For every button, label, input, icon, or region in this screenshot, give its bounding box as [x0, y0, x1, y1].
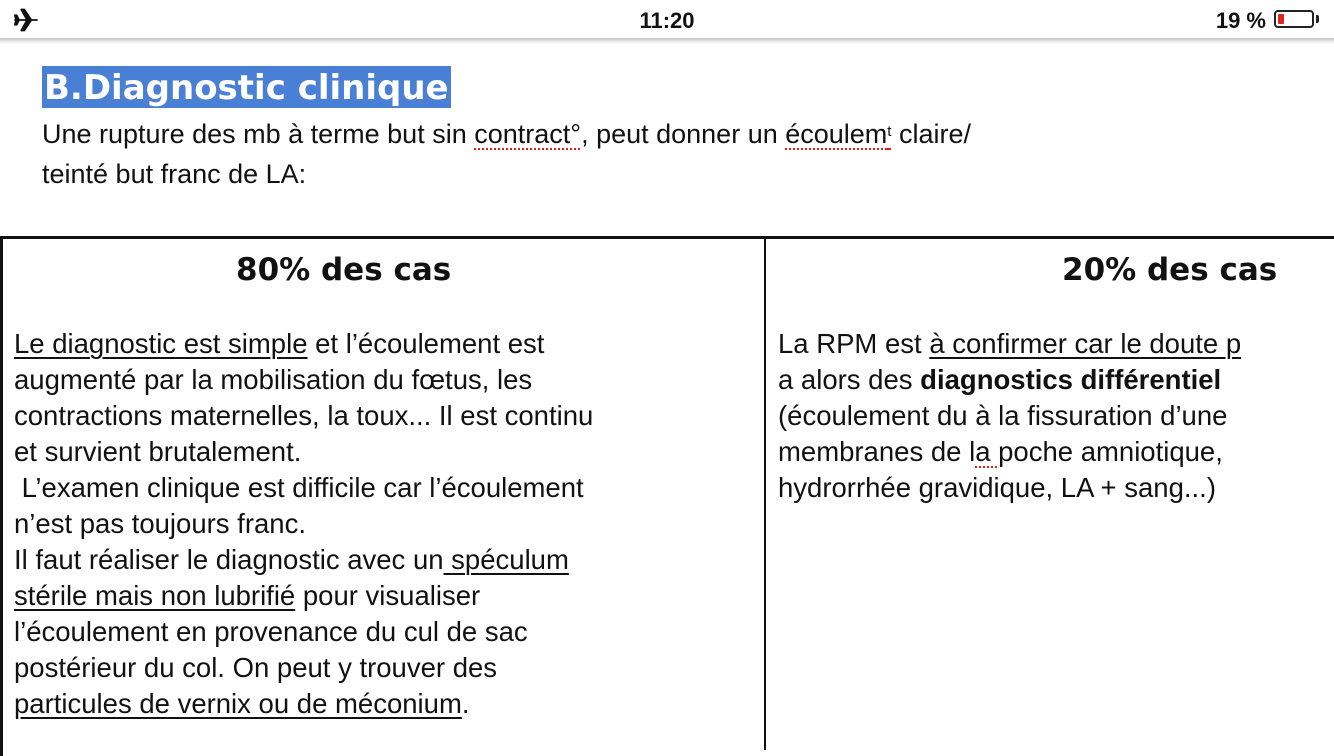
battery-level [1278, 14, 1284, 24]
misspelled-word[interactable]: a [975, 436, 999, 467]
underlined-text: spéculum [443, 544, 569, 575]
text-line: et survient brutalement. [14, 436, 302, 467]
text-line [14, 542, 593, 578]
text: La RPM est [778, 328, 930, 359]
text-line: n’est pas toujours franc. [14, 508, 306, 539]
text-line: postérieur du col. On peut y trouver des [14, 652, 498, 683]
intro-paragraph [42, 114, 1302, 194]
text: a alors des [778, 364, 921, 395]
text-line [14, 326, 593, 362]
text-line: (écoulement du à la fissuration d’une [778, 400, 1228, 431]
text-line [778, 362, 1241, 398]
intro-text: Une rupture des mb à terme but sin [42, 119, 475, 149]
text-line [14, 578, 593, 614]
underlined-text: stérile mais non lubrifié [14, 580, 296, 611]
status-time: 11:20 [639, 8, 695, 33]
intro-text: claire/ [891, 119, 971, 149]
column-header-80: 80% des cas [236, 252, 452, 288]
text-line [14, 686, 593, 722]
column-text-20 [778, 326, 1241, 506]
text: . [461, 688, 470, 719]
intro-text: , peut donner un [581, 119, 786, 149]
text-line: L’examen clinique est difficile car l’écoulement [14, 472, 584, 503]
underlined-text: à confirmer car le doute p [929, 328, 1242, 359]
superscript: t [887, 123, 892, 140]
battery-cap [1316, 15, 1319, 23]
text-line [778, 434, 1241, 470]
status-bar-shadow [0, 38, 1334, 44]
underlined-text: Le diagnostic est simple [14, 328, 308, 359]
status-bar [0, 0, 1334, 40]
text-line: contractions maternelles, la toux... Il est continu [14, 400, 594, 431]
text: membranes de l [778, 436, 976, 467]
text-line: augmenté par la mobilisation du fœtus, les [14, 364, 533, 395]
misspelled-word-text: écoulem [785, 119, 888, 149]
column-header-20: 20% des cas [1062, 252, 1278, 288]
text: poche amniotique, [998, 436, 1223, 467]
misspelled-word[interactable]: contract° [474, 119, 582, 149]
intro-text: teinté but franc de LA: [42, 159, 307, 189]
battery-icon [1274, 10, 1314, 28]
text: pour visualiser [295, 580, 481, 611]
text-line: l’écoulement en provenance du cul de sac [14, 616, 528, 647]
text: Il faut réaliser le diagnostic avec un [14, 544, 444, 575]
misspelled-word[interactable] [785, 119, 891, 149]
column-divider [764, 236, 766, 750]
text: et l’écoulement est [307, 328, 545, 359]
text-line [778, 326, 1241, 362]
column-text-80 [14, 326, 593, 722]
bold-text: diagnostics différentiel [920, 364, 1222, 395]
underlined-text: particules de vernix ou de méconium [14, 688, 462, 719]
battery-percent: 19 % [1215, 8, 1266, 33]
text-line: hydrorrhée gravidique, LA + sang...) [778, 472, 1216, 503]
section-heading: B.Diagnostic clinique [44, 68, 449, 108]
